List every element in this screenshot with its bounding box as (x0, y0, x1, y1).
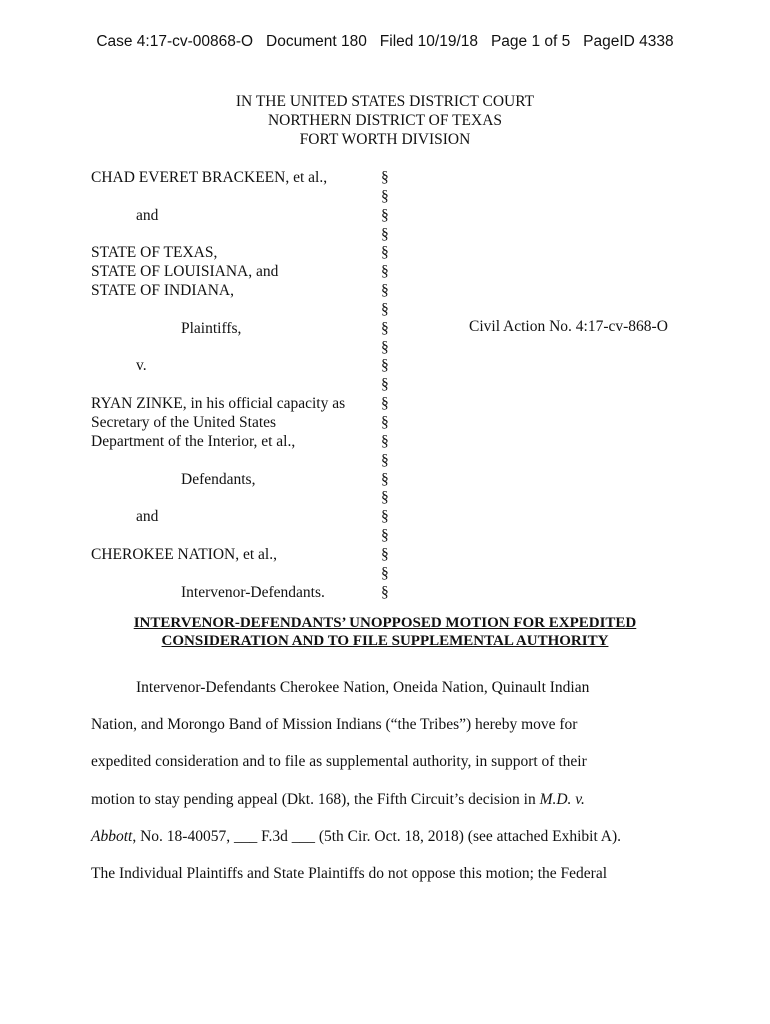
defendant-line-1: RYAN ZINKE, in his official capacity as (91, 395, 346, 413)
defendants-label: Defendants, (181, 470, 256, 488)
court-heading (0, 93, 770, 149)
plaintiffs-label: Plaintiffs, (181, 319, 242, 337)
section-symbol: § (381, 470, 389, 488)
case-caption (91, 169, 381, 602)
section-symbol: § (381, 489, 389, 507)
versus: v. (136, 357, 147, 375)
state-plaintiff-3: STATE OF INDIANA, (91, 282, 234, 300)
motion-title-line-2: CONSIDERATION AND TO FILE SUPPLEMENTAL AUTHORITY (161, 633, 609, 649)
section-symbol: § (381, 376, 389, 394)
section-symbol: § (381, 206, 389, 224)
filed-date: Filed 10/19/18 (379, 33, 479, 50)
section-symbol: § (381, 300, 389, 318)
body-line-5 (91, 818, 691, 855)
section-symbol: § (381, 413, 389, 431)
section-symbol: § (381, 319, 389, 337)
motion-title (0, 614, 770, 650)
page-count: Page 1 of 5 (490, 33, 571, 50)
section-symbol: § (381, 338, 389, 356)
section-symbol: § (381, 564, 389, 582)
section-symbol: § (381, 244, 389, 262)
court-line-3: FORT WORTH DIVISION (299, 130, 471, 148)
defendant-line-2: Secretary of the United States (91, 413, 277, 431)
document-number: Document 180 (266, 33, 367, 50)
body-line-4-text: motion to stay pending appeal (Dkt. 168), the Fifth Circuit’s decision in (91, 790, 540, 808)
intervenor-label: Intervenor-Defendants. (181, 583, 325, 601)
body-line-5-text: , No. 18-40057, ___ F.3d ___ (5th Cir. Oct. 18, 2018) (see attached Exhibit A). (132, 827, 622, 845)
civil-action-number: Civil Action No. 4:17-cv-868-O (469, 318, 668, 335)
ecf-header (0, 33, 770, 51)
state-plaintiff-2: STATE OF LOUISIANA, and (91, 263, 279, 281)
motion-body (91, 669, 691, 892)
motion-title-line-1: INTERVENOR-DEFENDANTS’ UNOPPOSED MOTION FOR EXPEDITED (133, 615, 637, 631)
intervenor-name: CHEROKEE NATION, et al., (91, 545, 277, 563)
body-line-2: Nation, and Morongo Band of Mission Indians (“the Tribes”) hereby move for (91, 716, 578, 734)
body-line-4 (91, 781, 691, 818)
section-symbol: § (381, 451, 389, 469)
case-number: Case 4:17-cv-00868-O (96, 33, 254, 50)
section-symbol: § (381, 583, 389, 601)
section-symbol-column (381, 169, 395, 602)
section-symbol: § (381, 508, 389, 526)
conjunction-and-2: and (136, 508, 159, 526)
section-symbol: § (381, 187, 389, 205)
body-line-6: The Individual Plaintiffs and State Plaintiffs do not oppose this motion; the Federal (91, 864, 608, 882)
section-symbol: § (381, 357, 389, 375)
section-symbol: § (381, 169, 389, 186)
body-line-1: Intervenor-Defendants Cherokee Nation, Oneida Nation, Quinault Indian (136, 679, 590, 696)
section-symbol: § (381, 225, 389, 243)
defendant-line-3: Department of the Interior, et al., (91, 432, 296, 450)
court-line-2: NORTHERN DISTRICT OF TEXAS (267, 111, 503, 129)
section-symbol: § (381, 395, 389, 413)
case-name-italic-2: Abbott (91, 827, 133, 845)
body-line-3: expedited consideration and to file as supplemental authority, in support of their (91, 753, 587, 771)
page-id: PageID 4338 (583, 33, 674, 50)
state-plaintiff-1: STATE OF TEXAS, (91, 244, 218, 262)
section-symbol: § (381, 282, 389, 300)
court-line-1: IN THE UNITED STATES DISTRICT COURT (235, 93, 535, 110)
section-symbol: § (381, 263, 389, 281)
conjunction-and: and (136, 206, 159, 224)
plaintiff-name: CHAD EVERET BRACKEEN, et al., (91, 169, 328, 186)
section-symbol: § (381, 545, 389, 563)
section-symbol: § (381, 432, 389, 450)
case-name-italic: M.D. v. (539, 790, 585, 808)
section-symbol: § (381, 527, 389, 545)
